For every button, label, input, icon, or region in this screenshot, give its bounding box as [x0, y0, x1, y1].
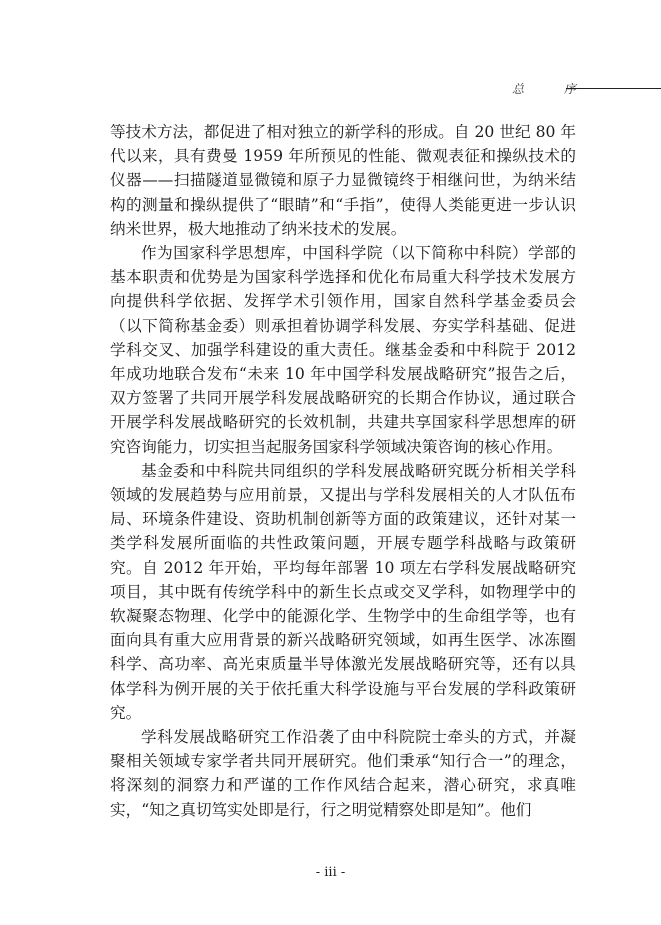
header-rule [566, 88, 661, 89]
paragraph: 基金委和中科院共同组织的学科发展战略研究既分析相关学科领域的发展趋势与应用前景，又提出与学科发展相关的人才队伍布局、环境条件建设、资助机制创新等方面的政策建议，还针对某一类学科发展所面临的共性政策问题，开展专题学科战略与政策研究。自 2012 年开始，平均每年部署 10 项左右学科发展战略研究项目，其中既有传统学科中的新生长点或交叉学科，如物理学中的软凝聚态物理、化学中的能源化学、生物学中的生命组学等，也有面向具有重大应用背景的新兴战略研究领域，如再生医学、冰冻圈科学、高功率、高光束质量半导体激光发展战略研究等，还有以具体学科为例开展的关于依托重大科学设施与平台发展的学科政策研究。 [110, 461, 576, 722]
header-title: 总 序 [512, 82, 594, 96]
page-number: - iii - [315, 865, 346, 880]
page-body [110, 120, 576, 822]
paragraph-continued: 等技术方法，都促进了相对独立的新学科的形成。自 20 世纪 80 年代以来，具有费曼 1959 年所预见的性能、微观表征和操纵技术的仪器——扫描隧道显微镜和原子力显微镜终于相继问世，为纳米结构的测量和操纵提供了“眼睛”和“手指”，使得人类能更进一步认识纳米世界，极大地推动了纳米技术的发展。 [110, 123, 576, 238]
paragraph: 作为国家科学思想库，中国科学院（以下简称中科院）学部的基本职责和优势是为国家科学选择和优化布局重大科学技术发展方向提供科学依据、发挥学术引领作用，国家自然科学基金委员会（以下简称基金委）则承担着协调学科发展、夯实学科基础、促进学科交叉、加强学科建设的重大责任。继基金委和中科院于 2012 年成功地联合发布“未来 10 年中国学科发展战略研究”报告之后，双方签署了共同开展学科发展战略研究的长期合作协议，通过联合开展学科发展战略研究的长效机制，共建共享国家科学思想库的研究咨询能力，切实担当起服务国家科学领域决策咨询的核心作用。 [110, 244, 576, 456]
paragraph: 学科发展战略研究工作沿袭了由中科院院士牵头的方式，并凝聚相关领域专家学者共同开展研究。他们秉承“知行合一”的理念，将深刻的洞察力和严谨的工作作风结合起来，潜心研究，求真唯实，“知之真切笃实处即是行，行之明觉精察处即是知”。他们 [110, 728, 576, 819]
running-header [512, 80, 661, 100]
